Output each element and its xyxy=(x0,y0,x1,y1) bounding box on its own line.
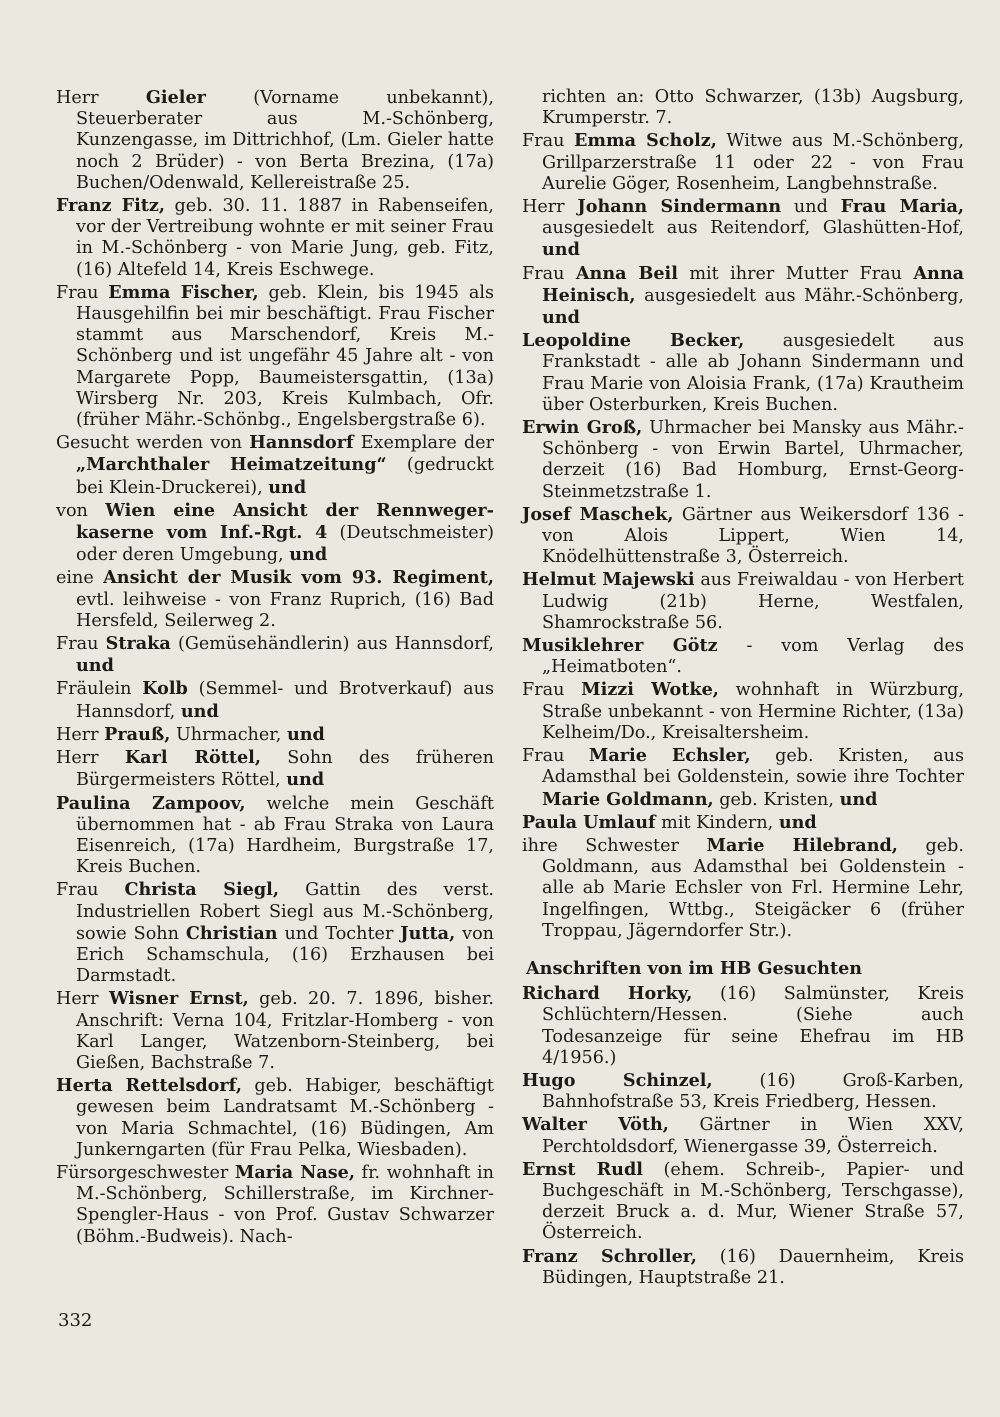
entry-text: ausgesiedelt aus Reitendorf, Glashütten-Hof, xyxy=(542,218,964,239)
list-item xyxy=(522,1114,964,1157)
entry-name: Kolb xyxy=(142,678,188,700)
entry-name: Erwin Groß, xyxy=(522,417,643,439)
entry-text: geb. Klein, bis 1945 als Hausgehilfin bei mir beschäftigt. Frau Fischer stammt aus Marschendorf, Kreis M.-Schönberg und ist ungefähr 45 Jahre alt - von Margarete Popp, Baumeistersgattin, (13a) Wirsberg Nr. 203, Kreis Kulmbach, Ofr. (früher Mähr.-Schönbg., Engelsbergstraße 6). xyxy=(76,282,494,431)
entry-name: Prauß, xyxy=(104,723,171,745)
list-item xyxy=(56,724,494,746)
entry-text: Frau xyxy=(522,131,574,152)
entry-name: Paulina Zampoov, xyxy=(56,792,246,814)
entry-text: geb. Goldmann, aus Adamsthal bei Goldenstein - alle ab Marie Echsler von Frl. Hermine Lehr, Ingelfingen, Wttbg., Steigäcker 6 (früher Troppau, Jägerndorfer Str.). xyxy=(542,835,964,941)
entry-name: und xyxy=(180,700,219,722)
entry-name: Franz Schroller, xyxy=(522,1245,697,1267)
list-item xyxy=(56,87,494,194)
entry-name: Paula Umlauf xyxy=(522,811,656,833)
entry-text: (gedruckt bei Klein-Druckerei), xyxy=(76,455,494,498)
list-item xyxy=(56,988,494,1074)
list-item xyxy=(522,569,964,634)
entry-name: Ansicht der Musik vom 93. Regiment, xyxy=(103,567,494,589)
entry-text: geb. 30. 11. 1887 in Rabenseifen, vor der Vertreibung wohnte er mit seiner Frau in M.-Schönberg - von Marie Jung, geb. Fitz, (16) Altefeld 14, Kreis Eschwege. xyxy=(76,196,494,280)
entry-text: (16) Salmünster, Kreis Schlüchtern/Hessen. (Siehe auch Todesanzeige für seine Ehefrau im HB 4/1956.) xyxy=(542,984,964,1068)
entry-name: Ernst Rudl xyxy=(522,1158,643,1180)
entry-text: Gesucht werden von xyxy=(56,433,250,454)
entry-text: (16) Dauernheim, Kreis Büdingen, Hauptstraße 21. xyxy=(542,1246,964,1288)
entry-name: Richard Horky, xyxy=(522,983,693,1005)
entry-name: Frau Maria, xyxy=(840,196,964,218)
entry-name: Johann Sindermann xyxy=(577,196,782,218)
entry-text: (ehem. Schreib-, Papier- und Buchgeschäft in M.-Schönberg, Terschgasse), derzeit Bruck a. d. Mur, Wiener Straße 57, Österreich. xyxy=(542,1159,964,1244)
entry-name: und xyxy=(286,723,325,745)
entry-text: Fräulein xyxy=(56,679,143,700)
entry-text: fr. wohnhaft in M.-Schönberg, Schillerstraße, im Kirchner-Spengler-Haus - von Prof. Gustav Schwarzer (Böhm.-Budweis). Nach- xyxy=(76,1162,495,1247)
list-item xyxy=(522,812,964,834)
entry-text: (Gemüsehändlerin) aus Hannsdorf, xyxy=(170,634,494,655)
entry-text: (Vorname unbekannt), Steuerberater aus M.-Schönberg, Kunzengasse, im Dittrichhof, (Lm. Gieler hatte noch 2 Brüder) - von Berta Brezina, (17a) Buchen/Odenwald, Kellereistraße 25. xyxy=(76,88,495,193)
entry-name: und xyxy=(778,811,817,833)
list-item xyxy=(56,747,494,791)
entry-text: geb. Kristen, aus Adamsthal bei Goldenstein, sowie ihre Tochter xyxy=(542,746,964,788)
list-item xyxy=(522,1070,964,1113)
list-item xyxy=(522,983,964,1069)
right-column xyxy=(522,87,964,1290)
entry-text: geb. Kristen, xyxy=(713,789,840,810)
entry-name: Marie Echsler, xyxy=(588,745,751,767)
entry-name: Karl Röttel, xyxy=(124,747,261,769)
list-item xyxy=(56,793,494,879)
entry-name: und xyxy=(76,655,114,677)
entry-name: Christian xyxy=(185,922,278,944)
list-item xyxy=(56,567,494,632)
list-item xyxy=(522,679,964,744)
entry-name: Herta Rettelsdorf, xyxy=(56,1075,242,1097)
page-number: 332 xyxy=(58,1310,93,1331)
entry-text: (Deutschmeister) oder deren Umgebung, xyxy=(76,523,494,566)
entry-text: Frau xyxy=(522,746,589,767)
list-item xyxy=(56,678,494,722)
entry-name: Josef Maschek, xyxy=(522,503,674,525)
entry-text: Herr xyxy=(56,748,125,769)
section-heading: Anschriften von im HB Gesuchten xyxy=(526,957,863,979)
entry-name: Emma Scholz, xyxy=(574,130,717,152)
list-item xyxy=(56,195,494,281)
entry-name: Helmut Majewski xyxy=(522,569,695,591)
entry-text: Frau xyxy=(56,634,106,655)
entry-text: geb. Habiger, beschäftigt gewesen beim Landratsamt M.-Schönberg - von Maria Schmachtel, (16) Büdingen, Am Junkerngarten (für Frau Pelka, Wiesbaden). xyxy=(76,1076,494,1160)
entry-text: Sohn des früheren Bürgermeisters Röttel, xyxy=(76,748,494,791)
entry-name: Jutta, xyxy=(400,922,456,944)
entry-name: Marie Hilebrand, xyxy=(706,834,898,856)
entry-name: und xyxy=(542,239,580,261)
entry-text: Frau xyxy=(522,263,576,284)
entry-text: Gärtner in Wien XXV, Perchtoldsdorf, Wienergasse 39, Österreich. xyxy=(542,1115,964,1157)
entry-name: Gieler xyxy=(145,87,206,108)
entry-text: Frau xyxy=(522,680,582,701)
entry-text: aus Freiwaldau - von Herbert Ludwig (21b) Herne, Westfalen, Shamrockstraße 56. xyxy=(542,570,964,633)
entry-text: ausgesiedelt aus Mähr.-Schönberg, xyxy=(635,285,964,306)
entry-name: und xyxy=(286,769,325,791)
entry-text: und Tochter xyxy=(277,923,401,944)
entry-text: richten an: Otto Schwarzer, (13b) Augsburg, Krumperstr. 7. xyxy=(542,87,964,129)
list-item xyxy=(56,432,494,499)
entry-text: Gärtner aus Weikersdorf 136 - von Alois Lippert, Wien 14, Knödelhüttenstraße 3, Österreich. xyxy=(542,504,964,568)
entry-text: Herr xyxy=(56,724,105,745)
entry-name: Straka xyxy=(105,633,171,655)
entry-name: Wisner Ernst, xyxy=(108,988,249,1010)
list-item xyxy=(522,263,964,330)
entry-name: Wien eine Ansicht der Rennweger-kaserne vom Inf.-Rgt. 4 xyxy=(76,499,494,544)
entry-name: Walter Vöth, xyxy=(522,1114,669,1136)
entry-text: Exemplare der xyxy=(353,433,494,454)
entry-name: und xyxy=(289,544,328,566)
entry-text: Herr xyxy=(56,88,146,108)
entry-name: Anna Beil xyxy=(575,262,678,284)
entry-text: geb. 20. 7. 1896, bisher. Anschrift: Verna 104, Fritzlar-Homberg - von Karl Langer, Watzenborn-Steinberg, bei Gießen, Bachstraße 7. xyxy=(76,989,495,1073)
entry-text: welche mein Geschäft übernommen hat - ab Frau Straka von Laura Eisenreich, (17a) Hardheim, Burgstraße 17, Kreis Buchen. xyxy=(76,793,494,878)
list-item xyxy=(56,500,494,567)
section-entries xyxy=(522,983,964,1289)
entry-text: Fürsorgeschwester xyxy=(56,1162,235,1183)
entry-text: eine xyxy=(56,568,104,589)
list-item xyxy=(522,1159,964,1245)
list-item xyxy=(56,282,494,431)
entry-name: Hugo Schinzel, xyxy=(522,1069,713,1091)
entry-name: Mizzi Wotke, xyxy=(581,679,719,701)
entry-name: Franz Fitz, xyxy=(56,195,166,217)
list-item xyxy=(522,1246,964,1289)
entry-name: „Marchthaler Heimatzeitung“ xyxy=(76,454,387,476)
entry-text: Gattin des verst. Industriellen Robert Siegl aus M.-Schönberg, sowie Sohn xyxy=(76,880,495,944)
entry-name: Leopoldine Becker, xyxy=(522,330,745,352)
list-item xyxy=(56,879,494,987)
entry-text: (16) Groß-Karben, Bahnhofstraße 53, Kreis Friedberg, Hessen. xyxy=(542,1070,964,1113)
entry-name: Maria Nase, xyxy=(234,1161,355,1183)
entry-text: von xyxy=(56,500,106,521)
entry-text: ihre Schwester xyxy=(522,835,707,856)
entry-text: Uhrmacher bei Mansky aus Mähr.-Schönberg - von Erwin Bartel, Uhrmacher, derzeit (16) Bad Homburg, Ernst-Georg-Steinmetzstraße 1. xyxy=(542,418,964,502)
entry-text: ausgesiedelt aus Frankstadt - alle ab Johann Sindermann und Frau Marie von Aloisia Frank, (17a) Krautheim über Osterburken, Kreis Buchen. xyxy=(542,331,965,415)
entry-name: und xyxy=(542,307,580,329)
entry-name: Hannsdorf xyxy=(249,432,354,454)
entry-name: und xyxy=(268,476,307,498)
list-item xyxy=(522,835,964,942)
entry-name: Marie Goldmann, xyxy=(542,788,714,810)
list-item xyxy=(522,417,964,503)
entry-name: Anna Heinisch, xyxy=(542,262,965,306)
entry-name: Emma Fischer, xyxy=(108,281,259,303)
entry-text: mit ihrer Mutter Frau xyxy=(677,263,914,284)
entry-text: mit Kindern, xyxy=(655,812,779,833)
list-item xyxy=(522,196,964,262)
entry-text: (Semmel- und Brotverkauf) aus Hannsdorf, xyxy=(76,679,494,722)
entry-name: und xyxy=(839,788,878,810)
right-column-entries xyxy=(522,87,964,942)
entry-text: Herr xyxy=(56,989,109,1010)
list-item xyxy=(522,130,964,195)
list-item xyxy=(56,633,494,677)
entry-text: Frau xyxy=(56,282,109,303)
list-item xyxy=(522,745,964,811)
entry-text: Herr xyxy=(522,197,578,218)
entry-text: von Erich Schamschula, (16) Erzhausen bei Darmstadt. xyxy=(76,923,494,987)
entry-text: wohnhaft in Würzburg, Straße unbekannt - von Hermine Richter, (13a) Kelheim/Do., Kreisaltersheim. xyxy=(542,680,964,743)
list-item xyxy=(56,1162,494,1248)
entry-name: Christa Siegl, xyxy=(124,879,279,901)
entry-text: Frau xyxy=(56,880,125,901)
list-item xyxy=(522,330,964,416)
entry-text: - vom Verlag des „Heimatboten“. xyxy=(542,636,964,678)
entry-text: evtl. leihweise - von Franz Ruprich, (16) Bad Hersfeld, Seilerweg 2. xyxy=(76,589,494,631)
list-item xyxy=(522,87,964,129)
entry-name: Musiklehrer Götz xyxy=(522,635,718,657)
left-column xyxy=(56,87,494,1249)
entry-text: Uhrmacher, xyxy=(170,724,287,745)
list-item xyxy=(522,635,964,678)
entry-text: Witwe aus M.-Schönberg, Grillparzerstraße 11 oder 22 - von Frau Aurelie Göger, Rosenheim, Langbehnstraße. xyxy=(542,131,964,194)
list-item xyxy=(56,1075,494,1161)
list-item xyxy=(522,504,964,569)
entry-text: und xyxy=(781,197,841,218)
